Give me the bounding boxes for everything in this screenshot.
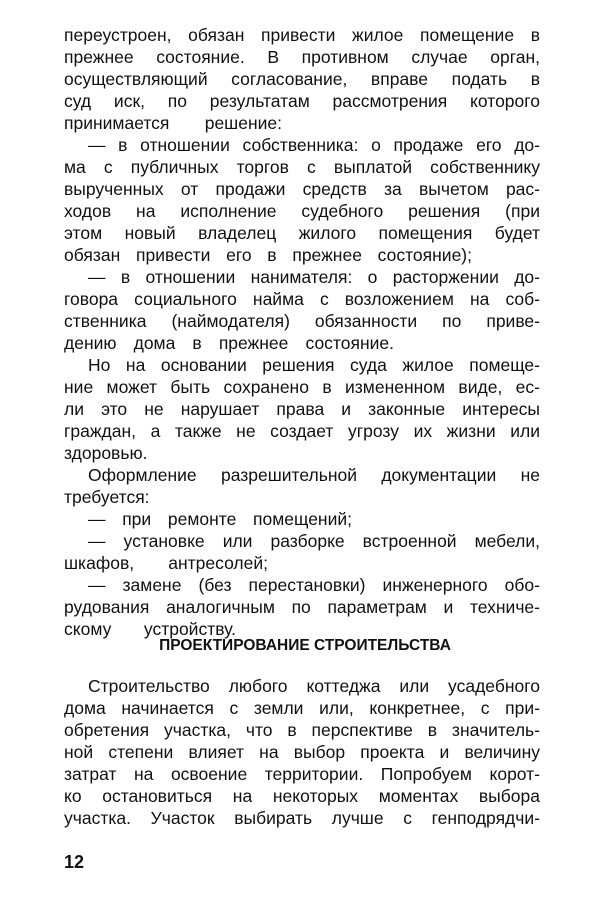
text-line: дению дома в прежнее состояние. bbox=[64, 333, 394, 353]
text-line: дома начинается с земли или, конкретнее, с при- bbox=[64, 698, 540, 718]
text-line: граждан, а также не создает угрозу их жизни или bbox=[64, 421, 540, 441]
section-heading: ПРОЕКТИРОВАНИЕ СТРОИТЕЛЬСТВА bbox=[159, 637, 451, 654]
text-line: ко остановиться на некоторых моментах выбора bbox=[64, 786, 540, 806]
text-line: здоровью. bbox=[64, 443, 148, 463]
text-line: обязан привести его в прежнее состояние); bbox=[64, 245, 472, 265]
text-line: ние может быть сохранено в измененном виде, ес- bbox=[64, 377, 540, 397]
text-line: ходов на исполнение судебного решения (при bbox=[64, 201, 540, 221]
text-line: суд иск, по результатам рассмотрения которого bbox=[64, 91, 540, 111]
text-line: Строительство любого коттеджа или усадебного bbox=[88, 676, 540, 696]
text-line: вырученных от продажи средств за вычетом рас- bbox=[64, 179, 540, 199]
text-line: этом новый владелец жилого помещения будет bbox=[64, 223, 540, 243]
text-line: скому устройству. bbox=[64, 619, 236, 639]
text-line: ной степени влияет на выбор проекта и величину bbox=[64, 742, 540, 762]
text-line: — в отношении собственника: о продаже его до- bbox=[88, 135, 540, 155]
text-line: прежнее состояние. В противном случае орган, bbox=[64, 47, 540, 67]
text-line: шкафов, антресолей; bbox=[64, 553, 268, 573]
text-line: участка. Участок выбирать лучше с генподрядчи- bbox=[64, 808, 540, 828]
text-line: требуется: bbox=[64, 487, 150, 507]
text-line: переустроен, обязан привести жилое помещение в bbox=[64, 25, 540, 45]
text-line: Но на основании решения суда жилое помеще- bbox=[88, 355, 540, 375]
text-line: — в отношении нанимателя: о расторжении до- bbox=[88, 267, 540, 287]
text-line: — при ремонте помещений; bbox=[88, 509, 352, 529]
text-line: — замене (без перестановки) инженерного обо- bbox=[88, 575, 540, 595]
page-number: 12 bbox=[64, 852, 85, 872]
text-line: принимается решение: bbox=[64, 113, 282, 133]
text-line: затрат на освоение территории. Попробуем корот- bbox=[64, 764, 540, 784]
text-line: обретения участка, что в перспективе в значитель- bbox=[64, 720, 540, 740]
text-line: ма с публичных торгов с выплатой собственнику bbox=[64, 157, 540, 177]
text-line: — установке или разборке встроенной мебели, bbox=[88, 531, 540, 551]
text-line: рудования аналогичным по параметрам и техниче- bbox=[64, 597, 540, 617]
text-line: ственника (наймодателя) обязанности по приве- bbox=[64, 311, 540, 331]
text-line: осуществляющий согласование, вправе подать в bbox=[64, 69, 540, 89]
text-line: ли это не нарушает права и законные интересы bbox=[64, 399, 540, 419]
text-line: говора социального найма с возложением на соб- bbox=[64, 289, 540, 309]
text-line: Оформление разрешительной документации не bbox=[88, 465, 540, 485]
